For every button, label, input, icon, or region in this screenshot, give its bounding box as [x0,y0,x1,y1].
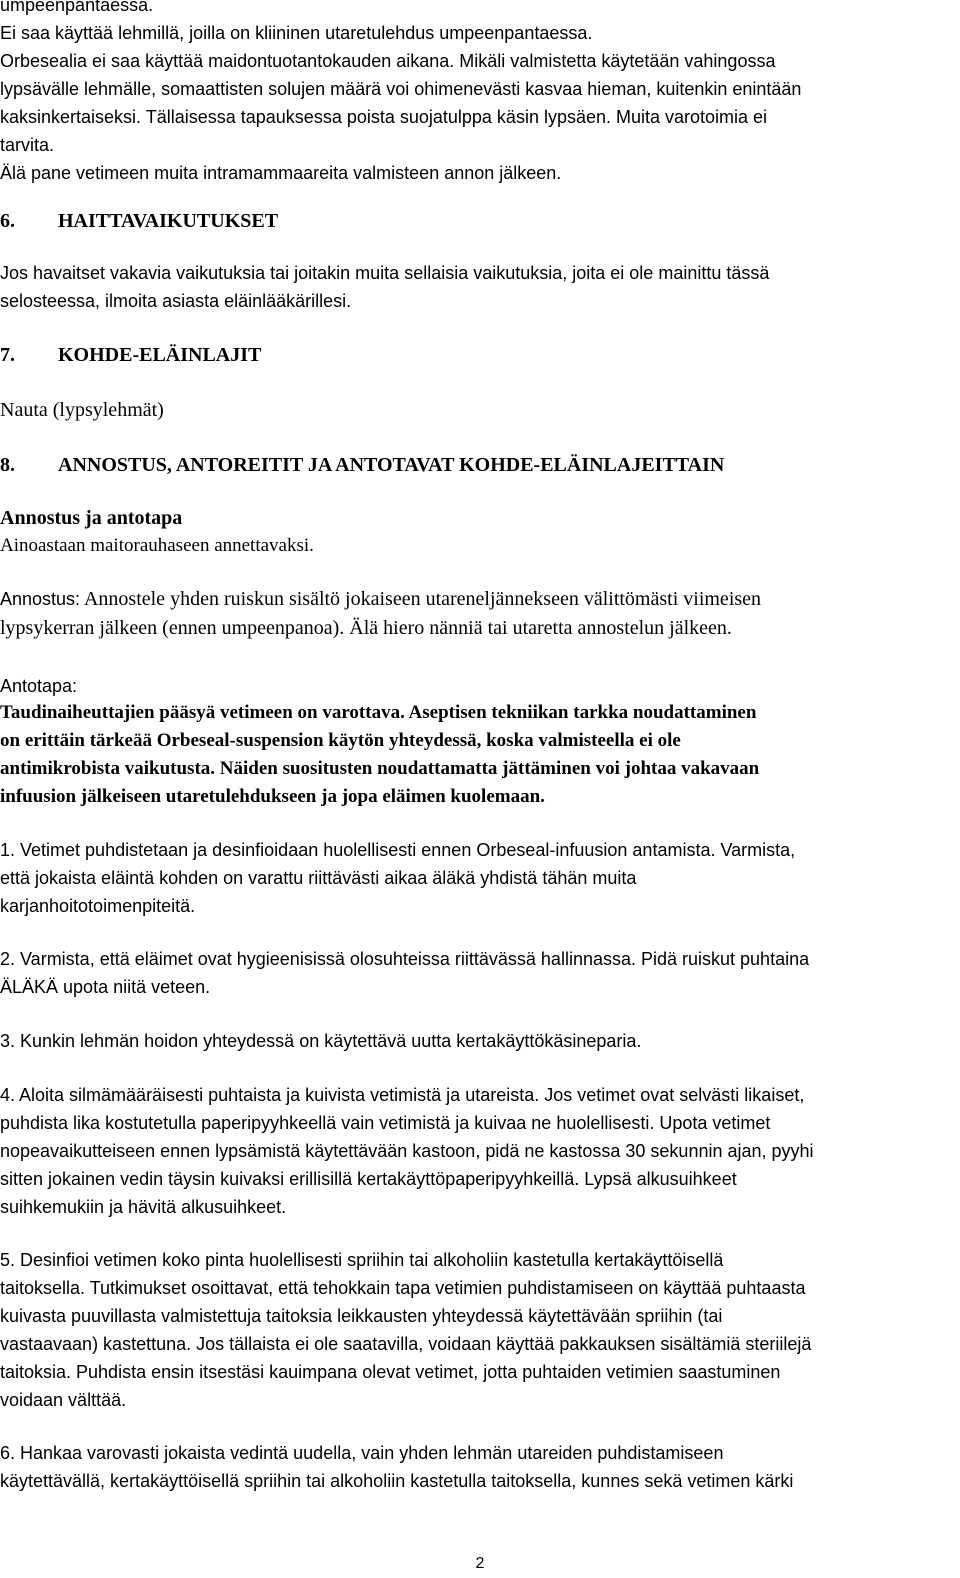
text-line: kaksinkertaiseksi. Tällaisessa tapauksessa poista suojatulppa käsin lypsäen. Muita varotoimia ei [0,107,768,127]
text-line: selosteessa, ilmoita asiasta eläinlääkärillesi. [0,291,352,311]
text-line: Jos havaitset vakavia vaikutuksia tai joitakin muita sellaisia vaikutuksia, joita ei ole mainittu tässä [0,263,770,283]
section-title: ANNOSTUS, ANTOREITIT JA ANTOTAVAT KOHDE-ELÄINLAJEITTAIN [58,454,725,476]
section-7-heading [0,341,261,369]
text-line: 2. Varmista, että eläimet ovat hygieenisissä olosuhteissa riittävässä hallinnassa. Pidä ruiskut puhtaina [0,949,810,969]
text-line: käytettävällä, kertakäyttöisellä spriihin tai alkoholiin kastetulla taitoksella, kunnes sekä vetimen kärki [0,1471,794,1491]
text-line: tarvita. [0,135,55,155]
text-line: antimikrobista vaikutusta. Näiden suositusten noudattamatta jättäminen voi johtaa vakavaan [0,758,760,779]
dosage-label: Annostus: [0,589,81,609]
dosage-subsection [0,504,950,560]
text-line: puhdista lika kostutetulla paperipyyhkeellä vain vetimistä ja kuivaa ne huolellisesti. Upota vetimet [0,1113,771,1133]
step-1 [0,836,950,920]
section-title: KOHDE-ELÄINLAJIT [58,344,262,366]
text-line: kuivasta puuvillasta valmistettuja taitoksia leikkausten yhteydessä käytettävään spriihin (tai [0,1306,723,1326]
section-number: 8. [0,454,15,476]
section-title: HAITTAVAIKUTUKSET [58,210,279,232]
text-line: 6. Hankaa varovasti jokaista vedintä uudella, vain yhden lehmän utareiden puhdistamiseen [0,1443,724,1463]
text-line: nopeavaikutteiseen ennen lypsämistä käytettävään kastoon, pidä ne kastossa 30 sekunnin ajan, pyyhi [0,1141,814,1161]
step-3 [0,1027,950,1055]
text-line: vastaavaan) kastettuna. Jos tällaista ei ole saatavilla, voidaan käyttää pakkauksen sisältämiä steriilejä [0,1334,812,1354]
section-6-body [0,259,950,315]
intro-paragraph [0,0,945,187]
section-number: 6. [0,210,15,232]
text-line: sitten jokainen vedin täysin kuivaksi erillisillä kertakäyttöpaperipyyhkeillä. Lypsä alkusuihkeet [0,1169,737,1189]
step-5 [0,1246,950,1414]
step-6 [0,1439,950,1495]
text-line: Nauta (lypsylehmät) [0,399,164,421]
text-line: umpeenpantaessa. [0,0,154,15]
text-line: lypsävälle lehmälle, somaattisten solujen määrä voi ohimenevästi kasvaa hieman, kuitenkin enintään [0,79,802,99]
text-line: Ei saa käyttää lehmillä, joilla on kliininen utaretulehdus umpeenpantaessa. [0,23,593,43]
text-line: karjanhoitotoimenpiteitä. [0,896,196,916]
text-line: 5. Desinfioi vetimen koko pinta huolellisesti spriihin tai alkoholiin kastetulla kertakäyttöisellä [0,1250,724,1270]
text-line: 3. Kunkin lehmän hoidon yhteydessä on käytettävä uutta kertakäyttökäsineparia. [0,1031,642,1051]
text-line: suihkemukiin ja hävitä alkusuihkeet. [0,1197,287,1217]
section-7-body [0,396,950,424]
text-line: ÄLÄKÄ upota niitä veteen. [0,977,211,997]
text-line: Älä pane vetimeen muita intramammaareita valmisteen annon jälkeen. [0,163,562,183]
method-label [0,672,950,700]
warning-paragraph [0,699,945,811]
text-line: Antotapa: [0,676,78,696]
text-line: että jokaista eläintä kohden on varattu riittävästi aikaa äläkä yhdistä tähän muita [0,868,637,888]
text-line: 4. Aloita silmämääräisesti puhtaista ja kuivista vetimistä ja utareista. Jos vetimet ovat selvästi likaiset, [0,1085,805,1105]
section-6-heading [0,207,278,235]
page-number: 2 [475,1555,485,1572]
text-line: Orbesealia ei saa käyttää maidontuotantokauden aikana. Mikäli valmistetta käytetään vahingossa [0,51,776,71]
text-line: on erittäin tärkeää Orbeseal-suspension käytön yhteydessä, koska valmisteella ei ole [0,730,681,751]
subheading: Annostus ja antotapa [0,507,183,529]
step-4 [0,1081,950,1221]
section-number: 7. [0,344,15,366]
text-line: taitoksia. Puhdista ensin itsestäsi kauimpana olevat vetimet, jotta puhtaiden vetimien saastuminen [0,1362,781,1382]
text-line: 1. Vetimet puhdistetaan ja desinfioidaan huolellisesti ennen Orbeseal-infuusion antamista. Varmista, [0,840,796,860]
text-line: voidaan välttää. [0,1390,127,1410]
text-line: lypsykerran jälkeen (ennen umpeenpanoa). Älä hiero nänniä tai utaretta annostelun jälkeen. [0,617,732,639]
section-8-heading [0,451,724,479]
text-line: Annostele yhden ruiskun sisältö jokaiseen utareneljännekseen välittömästi viimeisen [83,588,762,610]
text-line: infuusion jälkeiseen utaretulehdukseen ja jopa eläimen kuolemaan. [0,786,545,807]
text-line: taitoksella. Tutkimukset osoittavat, että tehokkain tapa vetimien puhdistamiseen on käyttää puhtaasta [0,1278,806,1298]
dosage-paragraph [0,585,950,643]
text-line: Ainoastaan maitorauhaseen annettavaksi. [0,535,314,556]
text-line [0,585,950,614]
step-2 [0,945,950,1001]
text-line: Taudinaiheuttajien pääsyä vetimeen on varottava. Aseptisen tekniikan tarkka noudattaminen [0,702,757,723]
